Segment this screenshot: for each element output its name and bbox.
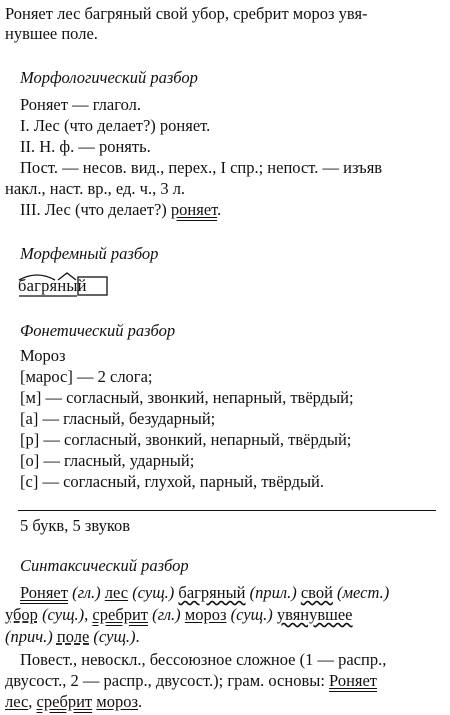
phonetic-word: Мороз — [20, 346, 66, 365]
part-of-speech-label: (сущ.) — [226, 605, 277, 624]
syntax-line-4: Повест., невоскл., бессоюзное сложное (1 — распр., — [20, 650, 387, 669]
root: багр — [18, 276, 50, 295]
morpheme-marks — [18, 273, 118, 299]
punctuation: . — [135, 627, 140, 646]
morph-line — [20, 200, 221, 220]
part-of-speech-label: (сущ.) — [89, 627, 136, 646]
phonetic-summary: 5 букв, 5 звуков — [20, 516, 131, 535]
phonetic-line: [марос] — 2 слога; — [20, 367, 153, 386]
sentence-member: свой — [300, 583, 333, 602]
ending: ый — [66, 276, 87, 295]
syntax-line-5 — [5, 671, 377, 691]
phonetic-line: [о] — гласный, ударный; — [20, 451, 195, 470]
sentence-member: поле — [56, 627, 90, 646]
sentence-member: сребрит — [36, 692, 93, 711]
punctuation: , — [28, 692, 37, 711]
sentence-member: лес — [104, 583, 129, 602]
part-of-speech-label: (гл.) — [67, 583, 105, 602]
part-of-speech-label: (сущ.) — [37, 605, 85, 624]
morpheme-heading: Морфемный разбор — [20, 244, 159, 263]
syntax-line-6 — [5, 692, 142, 712]
root-arc — [19, 275, 55, 280]
sentence-member: сребрит — [92, 605, 149, 624]
part-of-speech-label: (мест.) — [332, 583, 390, 602]
syntax-line-1 — [20, 583, 389, 603]
suffix-roof — [58, 273, 76, 280]
phonetic-line: [м] — согласный, звонкий, непарный, твёрдый; — [20, 388, 354, 407]
morph-line: накл., наст. вр., ед. ч., 3 л. — [5, 179, 186, 198]
syntax-line-3 — [5, 627, 140, 647]
sentence-member: мороз — [184, 605, 227, 624]
phonetic-line: [р] — согласный, звонкий, непарный, твёрдый; — [20, 430, 352, 449]
morph-line: Роняет — глагол. — [20, 95, 141, 114]
sentence-member: убор — [5, 605, 38, 624]
ending-box — [78, 277, 107, 295]
part-of-speech-label: (прич.) — [5, 627, 57, 646]
morphological-heading: Морфологический разбор — [20, 68, 198, 87]
predicate-word: Роняет — [329, 671, 378, 690]
morph-line: I. Лес (что делает?) роняет. — [20, 116, 211, 135]
part-of-speech-label: (гл.) — [148, 605, 185, 624]
period: . — [217, 200, 222, 219]
morph-line: II. Н. ф. — ронять. — [20, 137, 151, 156]
task-sentence-line-1: Роняет лес багряный свой убор, сребрит мороз увя- — [5, 4, 368, 23]
sentence-member: мороз — [96, 692, 138, 711]
punctuation: . — [137, 692, 143, 711]
part-of-speech-label: (сущ.) — [128, 583, 179, 602]
sentence-member: Роняет — [20, 583, 68, 602]
phonetic-line: [с] — согласный, глухой, парный, твёрдый. — [20, 472, 325, 491]
syntax-line-2 — [5, 605, 353, 625]
morph-line: Пост. — несов. вид., перех., I спр.; непост. — изъяв — [20, 158, 383, 177]
syntax-text: двусост., 2 — распр., двусост.); грам. основы: — [5, 671, 330, 690]
divider — [18, 510, 436, 511]
predicate-word: роняет — [170, 200, 218, 219]
punctuation: , — [84, 605, 93, 624]
task-sentence-line-2: нувшее поле. — [5, 24, 98, 43]
phonetic-line: [а] — гласный, безударный; — [20, 409, 216, 428]
morph-line-text: III. Лес (что делает?) — [20, 200, 171, 219]
sentence-member: лес — [5, 692, 29, 711]
phonetic-heading: Фонетический разбор — [20, 321, 176, 340]
sentence-member: багряный — [178, 583, 246, 602]
sentence-member: увянувшее — [276, 605, 353, 624]
suffix: ян — [49, 276, 67, 295]
syntax-heading: Синтаксический разбор — [20, 556, 189, 575]
part-of-speech-label: (прил.) — [245, 583, 301, 602]
